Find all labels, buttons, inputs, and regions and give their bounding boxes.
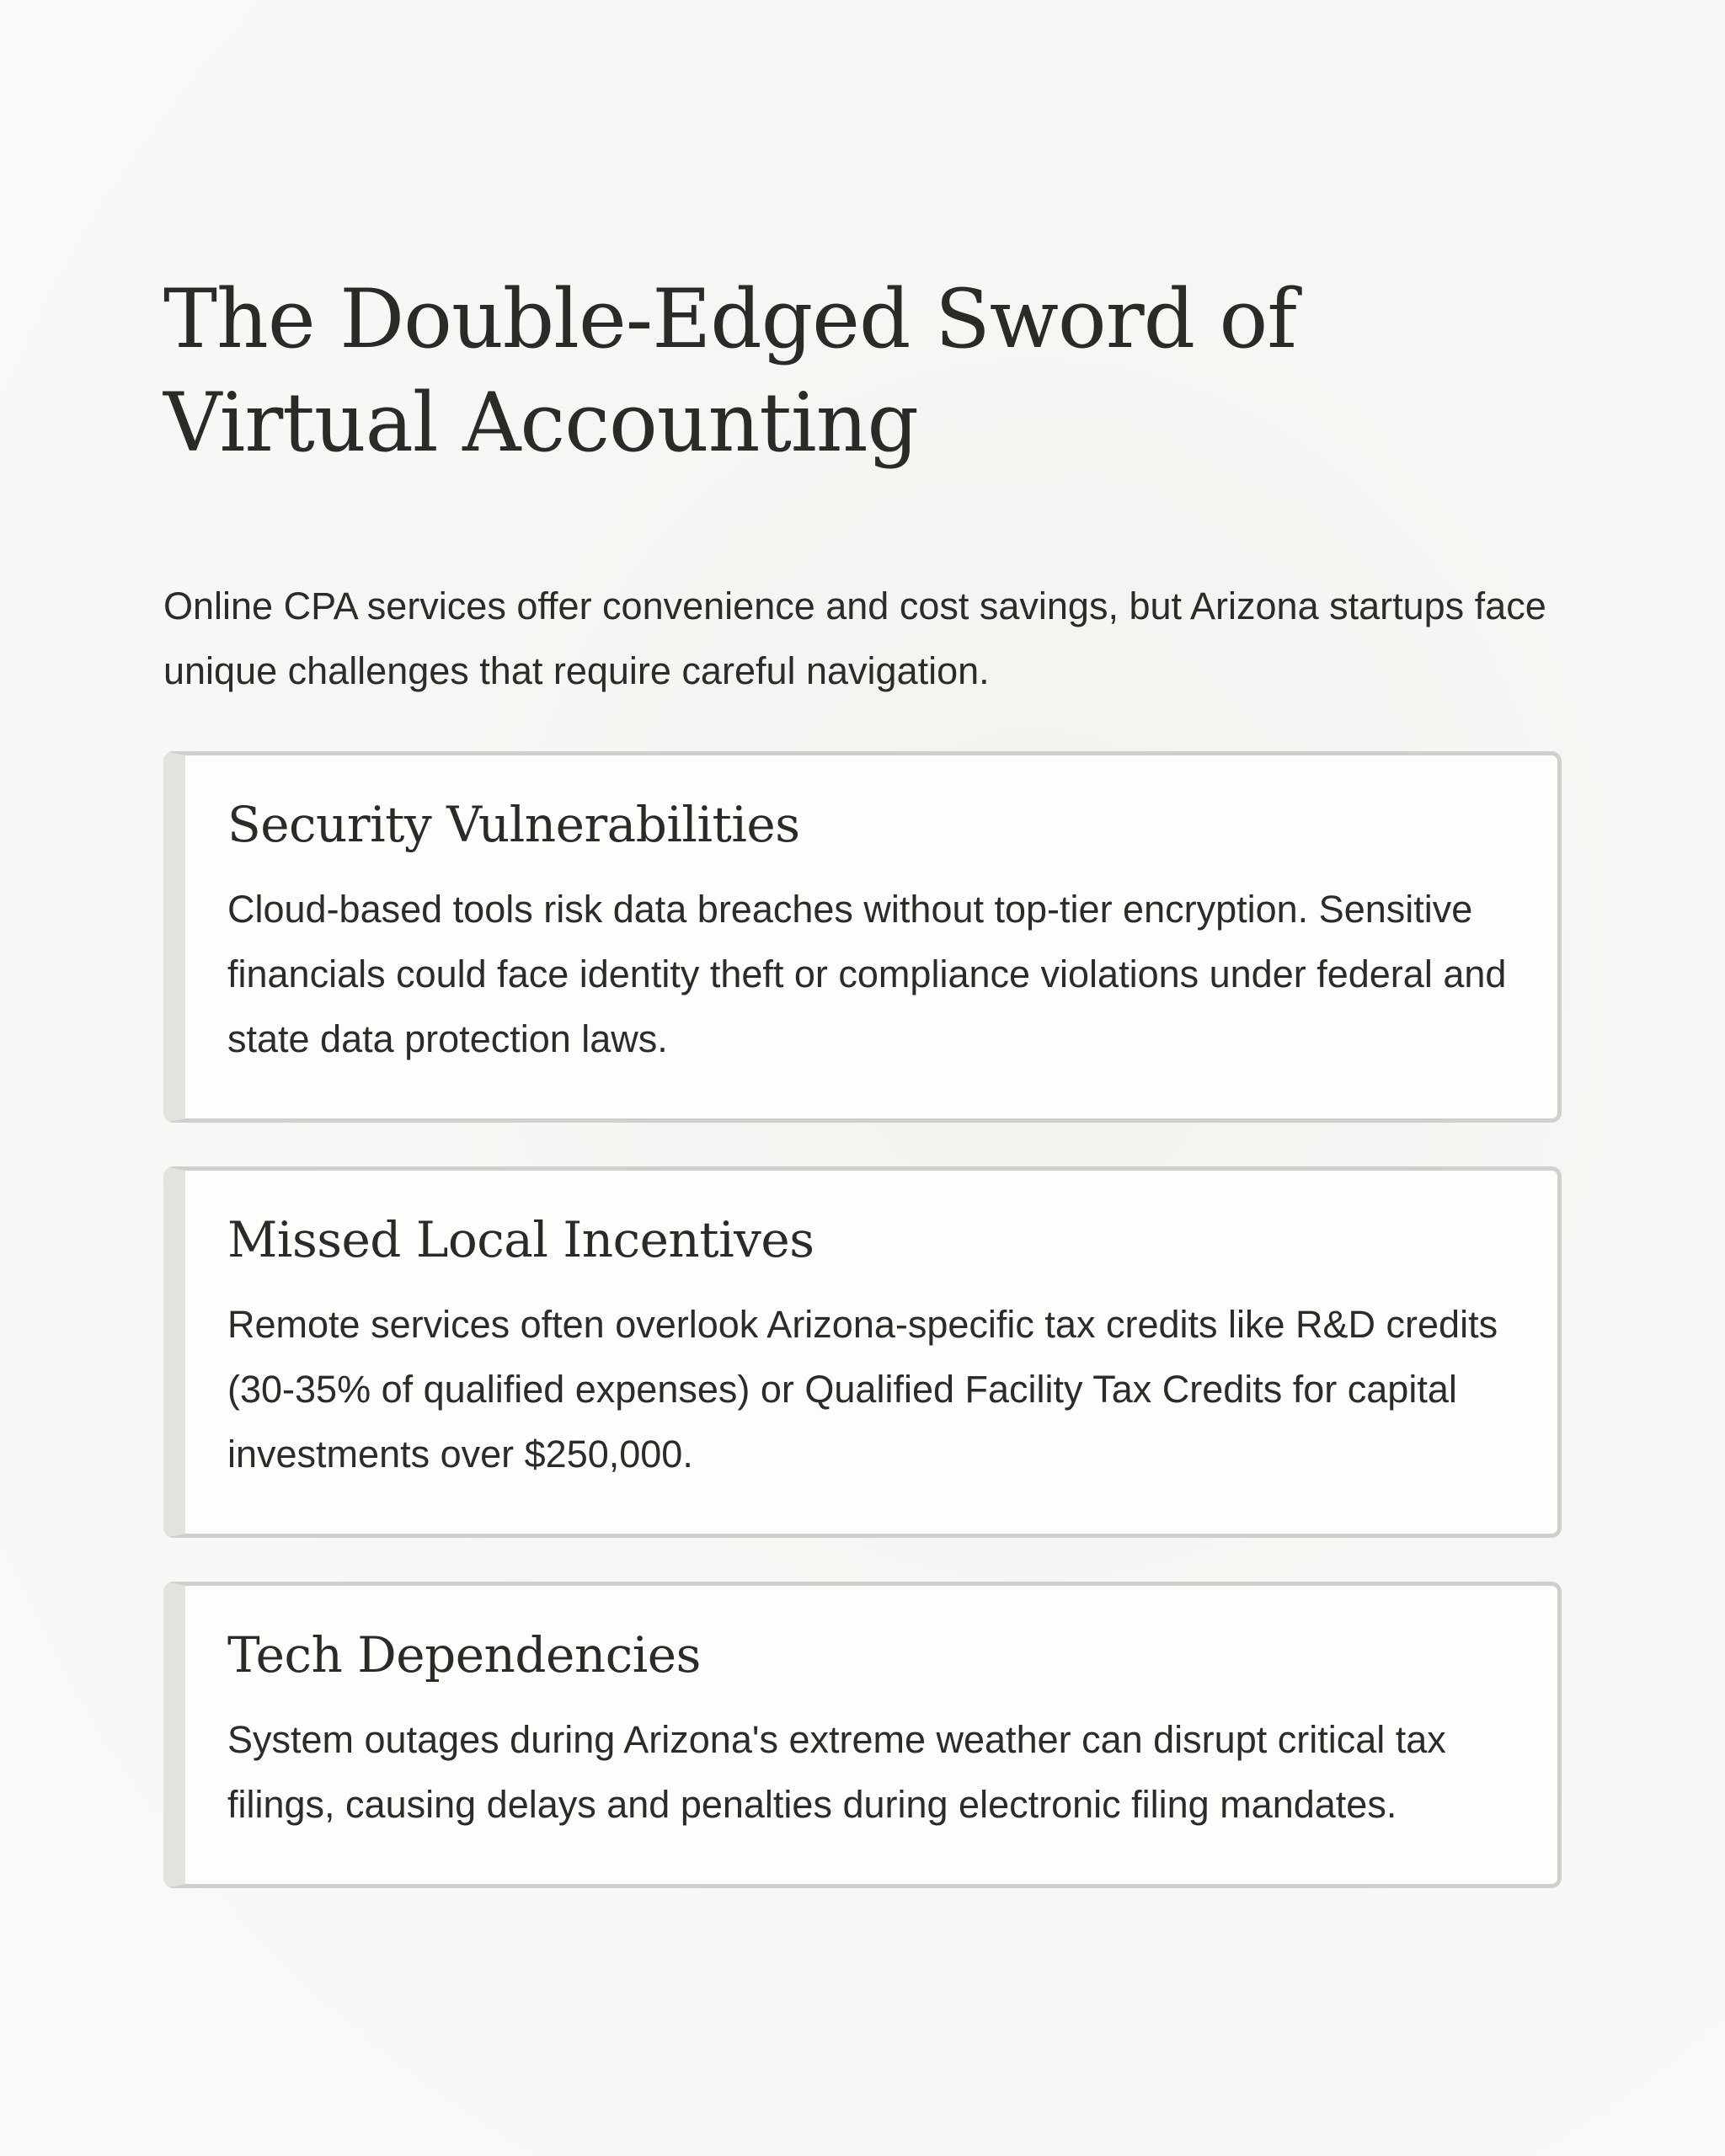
card-title: Security Vulnerabilities [227, 796, 800, 853]
card-body: Cloud-based tools risk data breaches without top-tier encryption. Sensitive financials could face identity theft or compliance violations under federal and state data protection laws. [227, 888, 1507, 1060]
page-title: The Double-Edged Sword of Virtual Accounting [163, 272, 1296, 470]
article [163, 268, 1562, 1932]
intro-paragraph: Online CPA services offer convenience and cost savings, but Arizona startups face unique challenges that require careful navigation. [163, 584, 1546, 692]
card-title: Missed Local Incentives [227, 1211, 814, 1268]
card-body: System outages during Arizona's extreme weather can disrupt critical tax filings, causing delays and penalties during electronic filing mandates. [227, 1718, 1446, 1826]
challenge-card-incentives [163, 1166, 1562, 1538]
card-body: Remote services often overlook Arizona-specific tax credits like R&D credits (30-35% of qualified expenses) or Qualified Facility Tax Credits for capital investments over $250,000. [227, 1303, 1498, 1476]
challenge-card-tech [163, 1582, 1562, 1888]
challenge-cards [163, 751, 1562, 1888]
card-title: Tech Dependencies [227, 1626, 701, 1684]
challenge-card-security [163, 751, 1562, 1123]
